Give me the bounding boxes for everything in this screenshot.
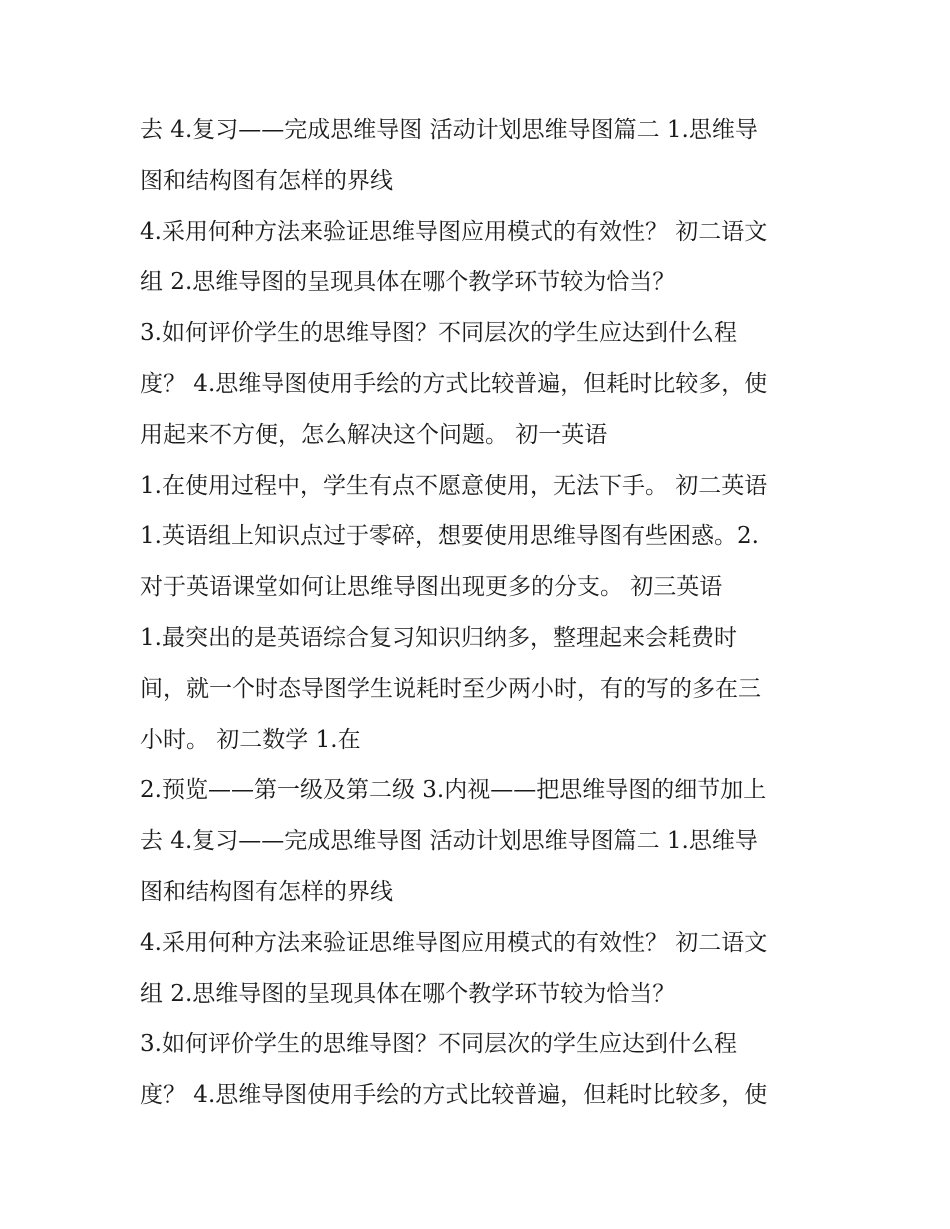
text-line-17: 4.采用何种方法来验证思维导图应用模式的有效性？ 初二语文 xyxy=(140,929,768,956)
text-line-19: 3.如何评价学生的思维导图？不同层次的学生应达到什么程 xyxy=(140,1031,737,1058)
text-line-13: 小时。 初二数学 1.在 xyxy=(140,726,361,753)
text-line-11: 1.最突出的是英语综合复习知识归纳多，整理起来会耗费时 xyxy=(140,624,737,651)
document-body xyxy=(140,105,820,1121)
text-line-16: 图和结构图有怎样的界线 xyxy=(140,878,393,905)
text-line-1: 去 4.复习——完成思维导图 活动计划思维导图篇二 1.思维导 xyxy=(140,117,758,143)
text-line-10: 对于英语课堂如何让思维导图出现更多的分支。 初三英语 xyxy=(140,574,723,601)
text-line-8: 1.在使用过程中，学生有点不愿意使用，无法下手。 初二英语 xyxy=(140,472,768,499)
text-line-6: 度？ 4.思维导图使用手绘的方式比较普遍，但耗时比较多，使 xyxy=(140,370,768,397)
text-line-15: 去 4.复习——完成思维导图 活动计划思维导图篇二 1.思维导 xyxy=(140,828,758,855)
text-line-14: 2.预览——第一级及第二级 3.内视——把思维导图的细节加上 xyxy=(140,777,767,804)
text-line-5: 3.如何评价学生的思维导图？不同层次的学生应达到什么程 xyxy=(140,320,737,347)
text-line-2: 图和结构图有怎样的界线 xyxy=(140,167,393,194)
text-line-9: 1.英语组上知识点过于零碎，想要使用思维导图有些困惑。2. xyxy=(140,523,759,550)
text-line-20: 度？ 4.思维导图使用手绘的方式比较普遍，但耗时比较多，使 xyxy=(140,1082,768,1109)
text-line-18: 组 2.思维导图的呈现具体在哪个教学环节较为恰当？ xyxy=(140,980,676,1007)
text-line-4: 组 2.思维导图的呈现具体在哪个教学环节较为恰当？ xyxy=(140,269,676,296)
text-line-7: 用起来不方便，怎么解决这个问题。 初一英语 xyxy=(140,421,608,448)
text-line-3: 4.采用何种方法来验证思维导图应用模式的有效性？ 初二语文 xyxy=(140,218,768,245)
text-line-12: 间，就一个时态导图学生说耗时至少两小时，有的写的多在三 xyxy=(140,675,761,702)
